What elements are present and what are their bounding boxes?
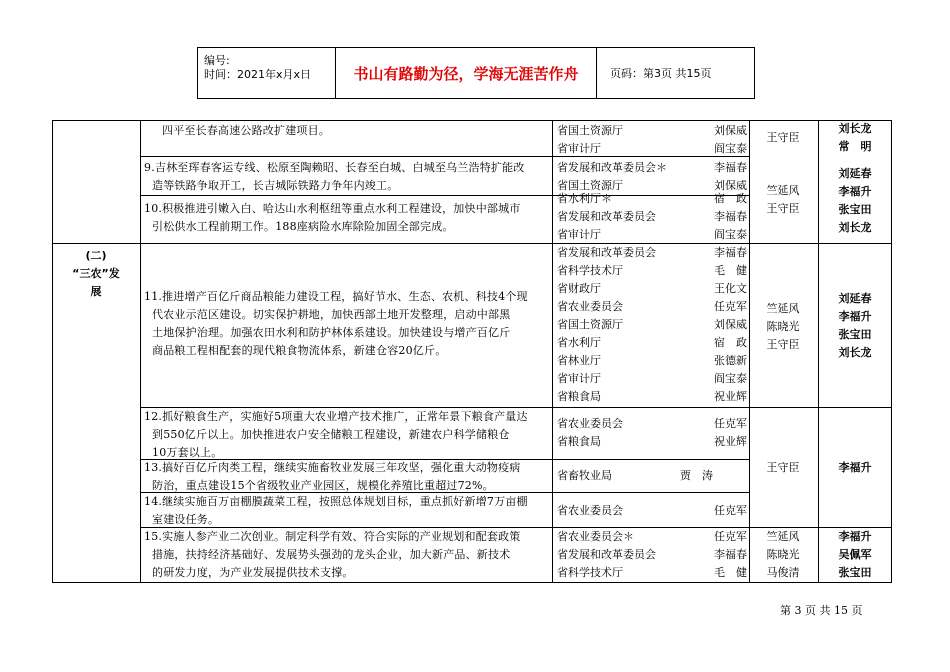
category-name-line2: 展 (90, 285, 102, 298)
page-number-label: 页码：第3页 共15页 (610, 67, 712, 80)
lead-official: 王守臣 (766, 131, 800, 144)
number-label: 编号: (204, 54, 230, 67)
assist-official: 刘延春 李福升 张宝田 刘长龙 (838, 292, 872, 359)
responsible-depts: 省发展和改革委员会＊ 李福春 省国土资源厅 刘保威 (557, 161, 747, 192)
lead-official: 竺延风 陈晓光 马俊清 (766, 530, 800, 579)
table-row: 15.实施人参产业二次创业。制定科学有效、符合实际的产业规划和配套政策 措施，扶持经济基础好、发展势头强劲的龙头企业，加大新产品、新技术 的研发力度，为产业发展提供技术支撑。 (144, 530, 521, 579)
assist-official: 李福升 (838, 461, 872, 474)
table-row: 四平至长春高速公路改扩建项目。 (162, 124, 330, 137)
page-header (197, 47, 755, 99)
lead-official: 王守臣 (766, 461, 800, 474)
responsible-depts: 省畜牧业局 贾 涛 (557, 469, 713, 482)
header-motto: 书山有路勤为径，学海无涯苦作舟 (336, 48, 597, 98)
header-meta (198, 48, 336, 98)
responsible-depts: 省农业委员会 任克军 (557, 504, 747, 517)
category-cell (52, 247, 140, 301)
table-row: 14.继续实施百万亩棚膜蔬菜工程，按照总体规划目标，重点抓好新增7万亩棚 室建设任务。 (144, 495, 528, 526)
table-row: 12.抓好粮食生产，实施好5项重大农业增产技术推广，正常年景下粮食产量达 到550亿斤以上。加快推进农户安全储粮工程建设，新建农户科学储粮仓 10万套以上。 (144, 410, 528, 459)
assist-official: 李福升 吴佩军 张宝田 (838, 530, 872, 579)
page-footer: 第 3 页 共 15 页 (780, 604, 863, 617)
responsible-depts: 省农业委员会 任克军 省粮食局 祝业辉 (557, 417, 747, 448)
responsible-depts: 省国土资源厅 刘保威 省审计厅 阎宝泰 (557, 124, 747, 155)
task-table (52, 120, 892, 583)
table-row: 9.吉林至珲春客运专线、松原至陶赖昭、长春至白城、白城至乌兰浩特扩能改 造等铁路争取开工，长吉城际铁路力争年内竣工。 (144, 161, 525, 192)
category-index: (二) (85, 249, 107, 262)
responsible-depts: 省发展和改革委员会 李福春 省科学技术厅 毛 健 省财政厅 王化文 省农业委员会 任克军 省国土资源厅 刘保威 省水利厅 宿 政 省林业厅 张德新 省审计厅 阎宝泰 省粮食局 祝业辉 (557, 246, 747, 403)
responsible-depts: 省农业委员会＊ 任克军 省发展和改革委员会 李福春 省科学技术厅 毛 健 (557, 530, 747, 579)
table-row: 10.积极推进引嫩入白、哈达山水利枢纽等重点水利工程建设，加快中部城市 引松供水工程前期工作。188座病险水库除险加固全部完成。 (144, 202, 521, 233)
lead-official: 竺延风 陈晓光 王守臣 (766, 302, 800, 351)
time-label: 时间：2021年x月x日 (204, 68, 312, 81)
assist-official: 刘延春 李福升 张宝田 刘长龙 (838, 167, 872, 234)
responsible-depts: 省水利厅＊ 宿 政 省发展和改革委员会 李福春 省审计厅 阎宝泰 (557, 192, 747, 241)
category-name-line1: “三农”发 (72, 267, 120, 280)
assist-official: 刘长龙 常 明 (838, 122, 872, 153)
table-row: 13.搞好百亿斤肉类工程，继续实施畜牧业发展三年攻坚，强化重大动物疫病 防治，重点建设15个省级牧业产业园区，规模化养殖比重超过72%。 (144, 461, 521, 492)
lead-official: 竺延风 王守臣 (766, 184, 800, 215)
table-row: 11.推进增产百亿斤商品粮能力建设工程，搞好节水、生态、农机、科技4个现 代农业示范区建设。切实保护耕地，加快西部土地开发整理，启动中部黑 土地保护治理。加强农田水利和防护林体系建设。加快建设与增产百亿斤 商品粮工程相配套的现代粮食物流体系，新建仓容20亿斤。 (144, 290, 528, 357)
